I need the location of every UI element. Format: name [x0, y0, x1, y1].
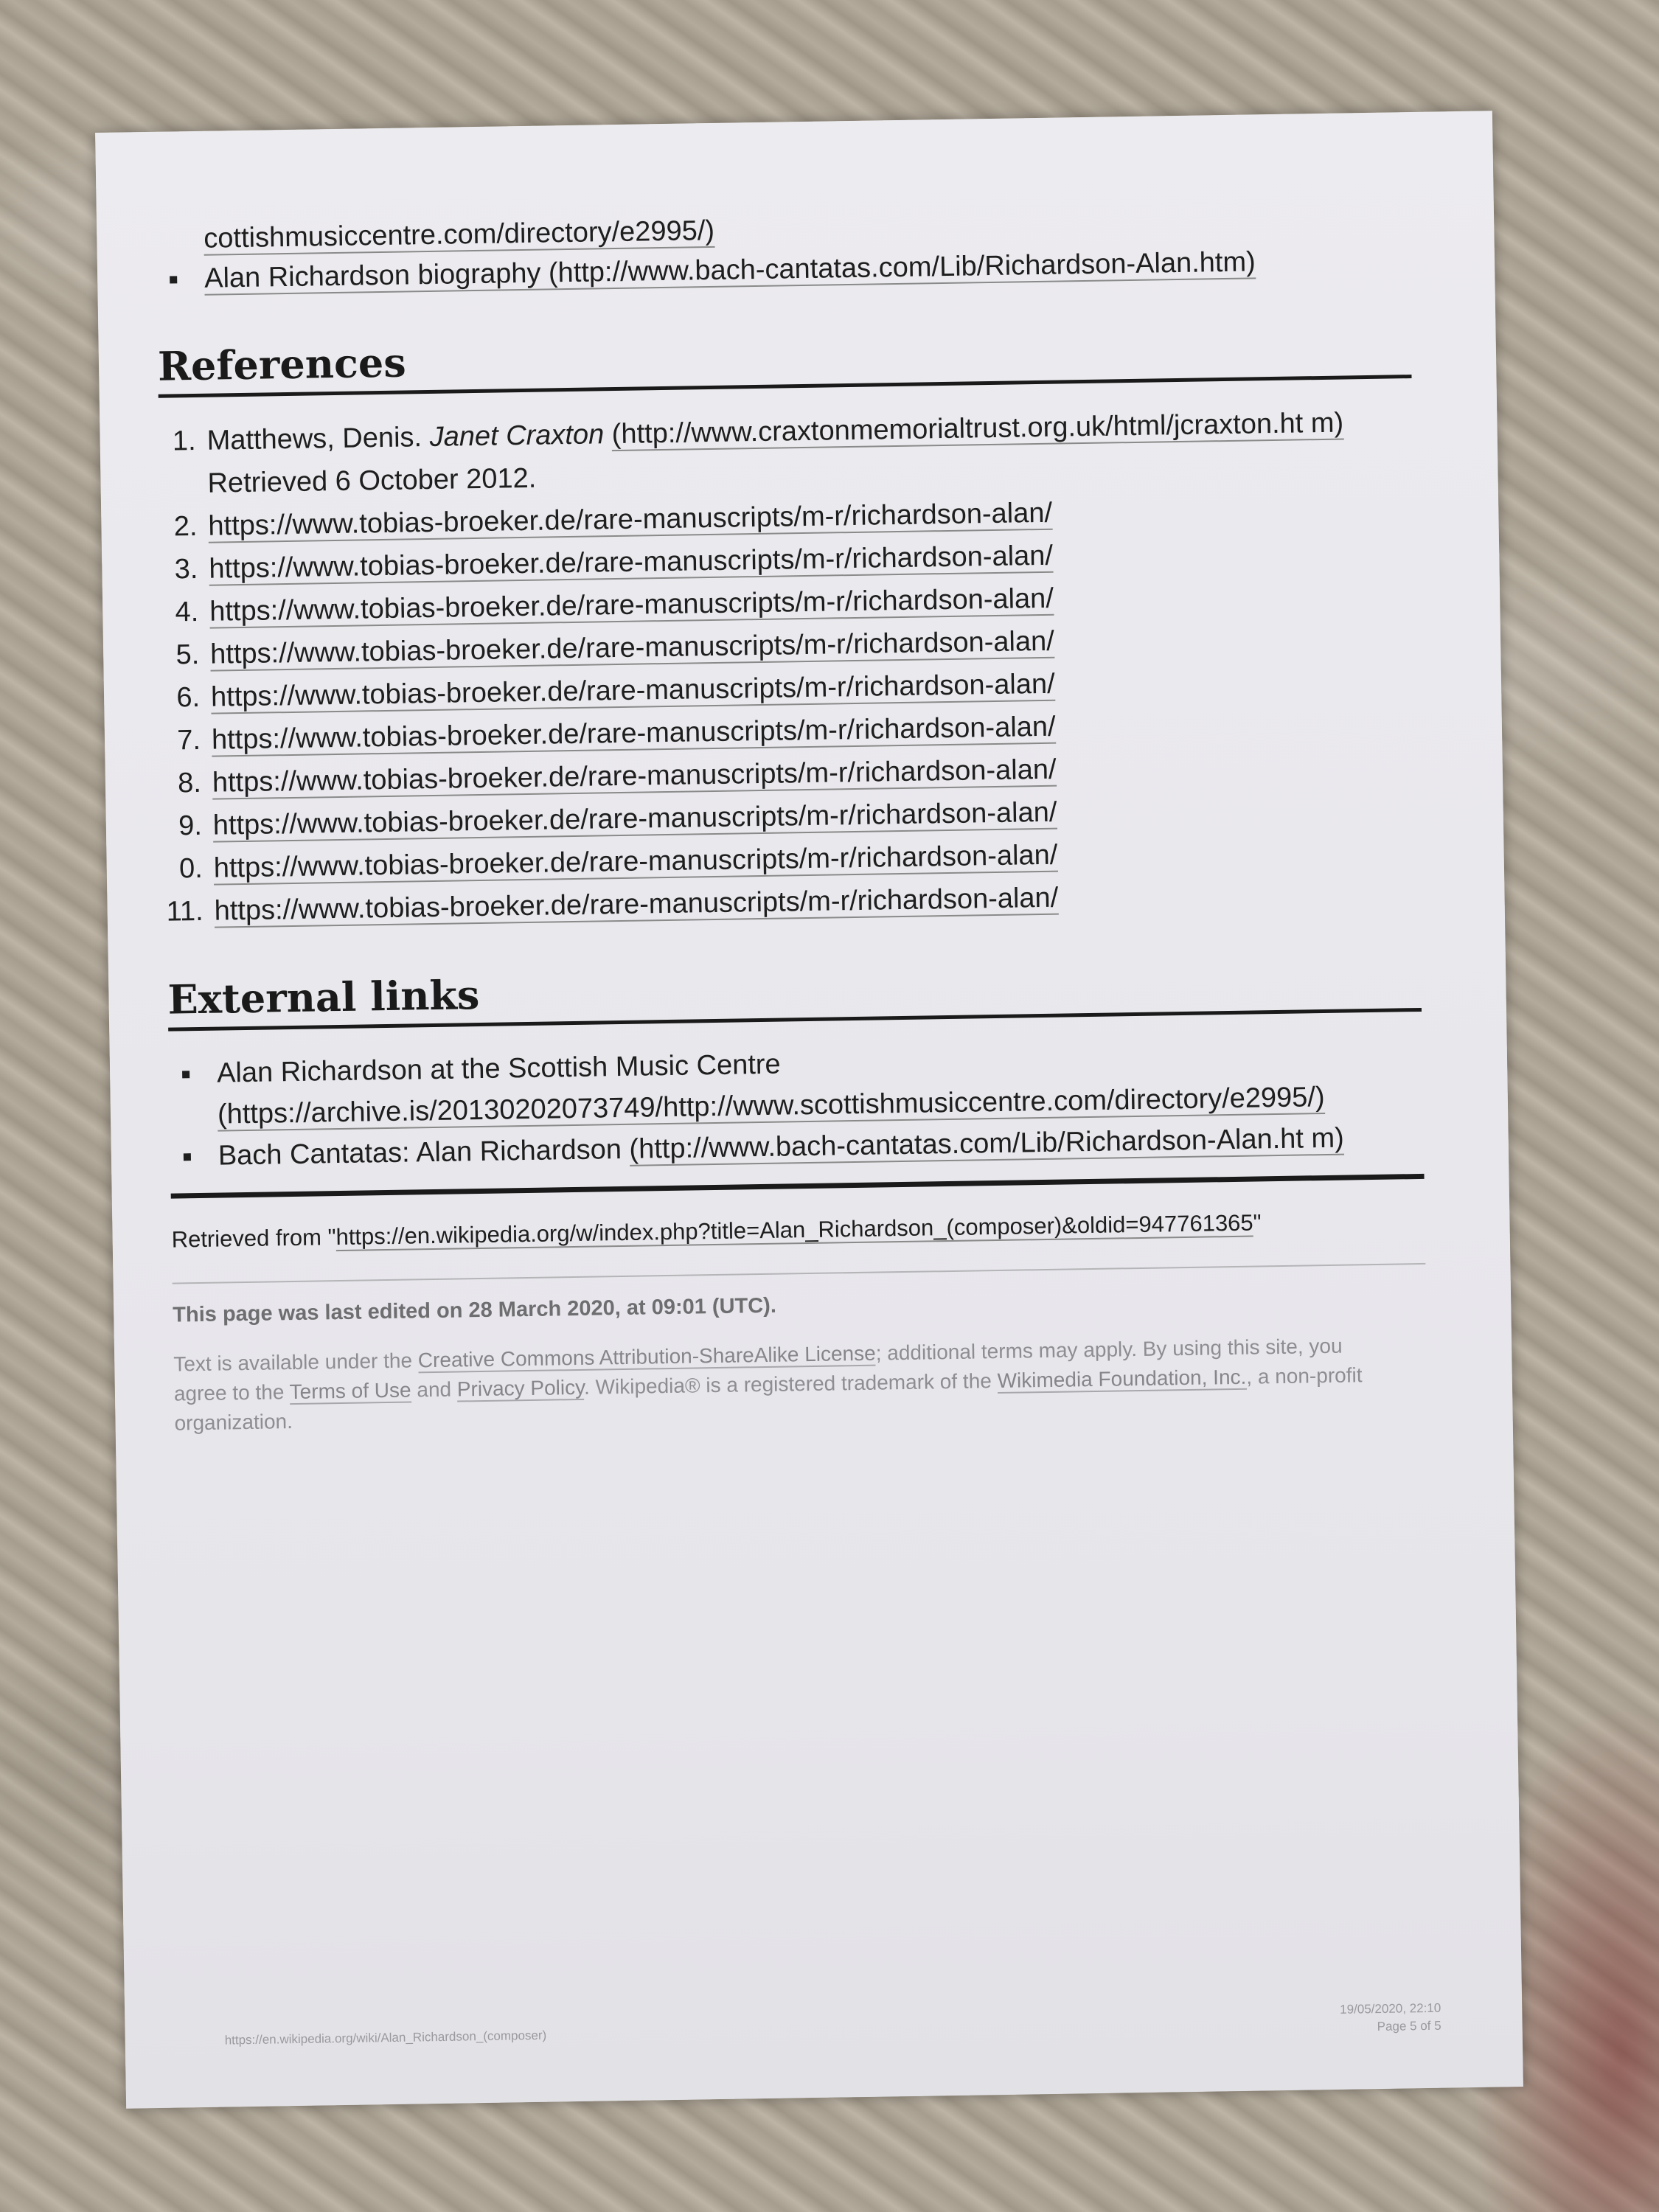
reference-note: Retrieved 6 October 2012. [207, 462, 537, 499]
reference-number: 11. [166, 895, 204, 928]
reference-author: Matthews, Denis. [206, 422, 422, 456]
retrieved-url: https://en.wikipedia.org/w/index.php?title=Alan_Richardson_(composer)&oldid=947761365 [335, 1209, 1253, 1251]
privacy-policy-link: Privacy Policy [456, 1375, 585, 1401]
printed-page [95, 111, 1523, 2108]
reference-url: https://www.tobias-broeker.de/rare-manuscripts/m-r/richardson-alan/ [209, 625, 1055, 670]
print-footer-meta [1340, 2000, 1441, 2037]
external-links-heading: External links [167, 956, 1422, 1032]
wikimedia-foundation-link: Wikimedia Foundation, Inc. [997, 1365, 1247, 1393]
license-text [173, 1331, 1384, 1439]
reference-url: https://www.tobias-broeker.de/rare-manuscripts/m-r/richardson-alan/ [213, 839, 1058, 884]
external-link-url: (https://archive.is/20130202073749/http://www.scottishmusiccentre.com/directory/e2995/) [217, 1082, 1325, 1130]
continuation-link: cottishmusiccentre.com/directory/e2995/) [204, 215, 715, 254]
reference-number: 2. [173, 510, 198, 543]
print-page-number: Page 5 of 5 [1377, 2018, 1441, 2034]
retrieved-suffix: " [1253, 1209, 1262, 1236]
reference-number: 9. [178, 810, 203, 842]
reference-number: 8. [177, 767, 202, 799]
reference-url: https://www.tobias-broeker.de/rare-manuscripts/m-r/richardson-alan/ [212, 754, 1057, 799]
reference-title: Janet Craxton [429, 419, 605, 453]
reference-number: 1. [172, 425, 196, 457]
section-divider [171, 1174, 1425, 1199]
biography-link: Alan Richardson biography (http://www.bach-cantatas.com/Lib/Richardson-Alan.htm) [204, 246, 1256, 294]
reference-url: https://www.tobias-broeker.de/rare-manuscripts/m-r/richardson-alan/ [209, 582, 1054, 627]
reference-url: https://www.tobias-broeker.de/rare-manuscripts/m-r/richardson-alan/ [212, 796, 1057, 841]
reference-url: (http://www.craxtonmemorialtrust.org.uk/html/jcraxton.ht m) [611, 407, 1344, 451]
license-text-part: , a non-profit organization. [174, 1363, 1363, 1435]
external-link-url: (http://www.bach-cantatas.com/Lib/Richardson-Alan.ht m) [629, 1122, 1345, 1165]
license-text-part: . Wikipedia® is a registered trademark of the [583, 1369, 998, 1399]
footer-divider [173, 1263, 1426, 1284]
reference-url: https://www.tobias-broeker.de/rare-manuscripts/m-r/richardson-alan/ [208, 497, 1053, 542]
license-text-part: and [411, 1377, 458, 1402]
references-list [159, 400, 1420, 933]
references-heading: References [158, 323, 1412, 398]
print-footer-url: https://en.wikipedia.org/wiki/Alan_Richardson_(composer) [224, 2028, 547, 2048]
license-link: Creative Commons Attribution-ShareAlike License [417, 1341, 876, 1372]
license-text-part: ; additional terms may apply. By using this site, you agree to the [173, 1334, 1343, 1405]
reference-number: 5. [175, 639, 200, 671]
external-links-list [169, 1034, 1424, 1178]
reference-number: 4. [175, 596, 199, 628]
reference-number: 7. [176, 724, 201, 757]
print-datetime: 19/05/2020, 22:10 [1340, 2000, 1441, 2017]
reference-url: https://www.tobias-broeker.de/rare-manuscripts/m-r/richardson-alan/ [214, 882, 1059, 927]
retrieved-prefix: Retrieved from " [171, 1224, 336, 1253]
external-link-label: Alan Richardson at the Scottish Music Centre [216, 1048, 781, 1089]
reference-number: 6. [176, 681, 201, 714]
external-link-label: Bach Cantatas: Alan Richardson [218, 1134, 622, 1172]
reference-url: https://www.tobias-broeker.de/rare-manuscripts/m-r/richardson-alan/ [210, 668, 1055, 713]
reference-number: 0. [178, 852, 204, 885]
reference-url: https://www.tobias-broeker.de/rare-manuscripts/m-r/richardson-alan/ [209, 540, 1054, 585]
terms-of-use-link: Terms of Use [289, 1378, 411, 1404]
retrieved-from [171, 1207, 1425, 1253]
last-edited-text: This page was last edited on 28 March 2020, at 09:01 (UTC). [173, 1293, 777, 1327]
page-content [156, 201, 1428, 1438]
license-text-part: Text is available under the [173, 1349, 419, 1376]
reference-url: https://www.tobias-broeker.de/rare-manuscripts/m-r/richardson-alan/ [211, 711, 1056, 756]
reference-number: 3. [174, 553, 198, 585]
